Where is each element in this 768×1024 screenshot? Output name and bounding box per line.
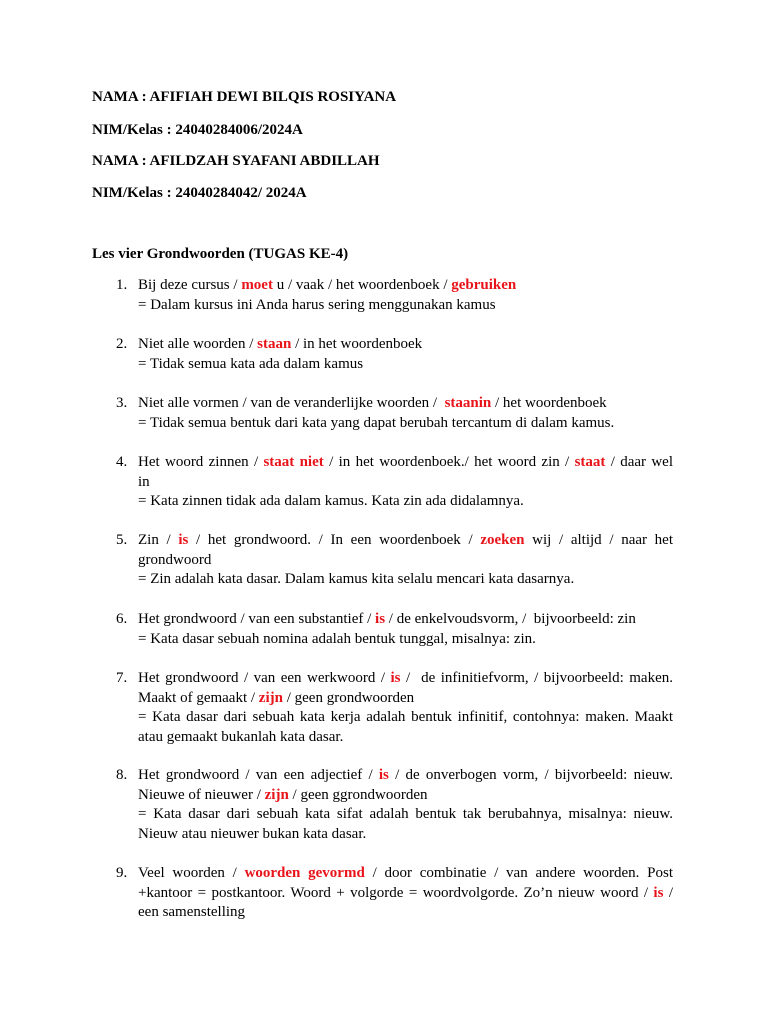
highlighted-verb: zijn (264, 786, 289, 803)
item-number: 4. (116, 454, 128, 470)
list-item-3 (116, 394, 673, 433)
item-number: 3. (116, 395, 128, 411)
list-item-4 (116, 453, 673, 512)
translation: = Dalam kursus ini Anda harus sering menggunakan kamus (138, 296, 496, 313)
translation: = Tidak semua kata ada dalam kamus (138, 355, 364, 372)
translation: = Kata dasar dari sebuah kata kerja adalah bentuk infinitif, contohnya: maken. Maakt (138, 709, 673, 726)
highlighted-verb: staat (574, 454, 606, 470)
dutch-sentence: Veel woorden / woorden gevormd / door combinatie / van andere woorden. Post (138, 865, 673, 881)
dutch-sentence-continued: +kantoor = postkantoor. Woord + volgorde = woordvolgorde. Zo’n nieuw woord / is / (138, 884, 673, 901)
list-item-7 (116, 669, 673, 747)
highlighted-verb: is (390, 670, 401, 686)
highlighted-verb: staanin (444, 395, 492, 411)
dutch-sentence: Niet alle woorden / staan / in het woordenboek (138, 336, 423, 352)
dutch-sentence: Het grondwoord / van een substantief / is / de enkelvoudsvorm, / bijvoorbeeld: zin (138, 611, 636, 627)
translation: = Tidak semua bentuk dari kata yang dapat berubah tercantum di dalam kamus. (138, 414, 615, 431)
dutch-sentence-continued: een samenstelling (138, 904, 246, 921)
highlighted-verb: is (375, 611, 386, 627)
list-item-1 (116, 276, 673, 315)
translation: = Kata dasar dari sebuah kata sifat adalah bentuk tak berubahnya, misalnya: nieuw. (138, 806, 673, 823)
item-number: 9. (116, 865, 128, 881)
item-number: 6. (116, 611, 128, 627)
item-number: 5. (116, 532, 128, 548)
dutch-sentence: Het grondwoord / van een werkwoord / is / de infinitiefvorm, / bijvoorbeeld: maken. (138, 670, 673, 686)
highlighted-verb: is (378, 767, 389, 783)
translation-continued: atau gemaakt bukanlah kata dasar. (138, 728, 344, 745)
highlighted-verb: woorden gevormd (244, 865, 365, 881)
item-number: 1. (116, 277, 128, 293)
highlighted-verb: gebruiken (451, 277, 517, 293)
assignment-title: Les vier Grondwoorden (TUGAS KE-4) (92, 246, 349, 262)
list-item-6 (116, 610, 673, 649)
dutch-sentence: Het grondwoord / van een adjectief / is / de onverbogen vorm, / bijvorbeeld: nieuw. (138, 767, 673, 783)
highlighted-verb: zoeken (480, 532, 525, 548)
item-number: 8. (116, 767, 128, 783)
dutch-sentence: Niet alle vormen / van de veranderlijke woorden / staanin / het woordenboek (138, 395, 607, 411)
student-name-2: NAMA : AFILDZAH SYAFANI ABDILLAH (92, 153, 380, 169)
dutch-sentence: Zin / is / het grondwoord. / In een woordenboek / zoeken wij / altijd / naar het (138, 532, 674, 548)
list-item-5 (116, 531, 673, 590)
list-item-2 (116, 335, 673, 374)
highlighted-verb: staat niet (263, 454, 324, 470)
dutch-sentence: Het woord zinnen / staat niet / in het woordenboek./ het woord zin / staat / daar wel (138, 454, 673, 470)
student-nim-1: NIM/Kelas : 24040284006/2024A (92, 122, 303, 138)
dutch-sentence-continued: in (138, 473, 150, 490)
dutch-sentence-continued: Nieuwe of nieuwer / zijn / geen ggrondwoorden (138, 786, 428, 803)
translation: = Kata dasar sebuah nomina adalah bentuk tunggal, misalnya: zin. (138, 630, 536, 647)
dutch-sentence-continued: Maakt of gemaakt / zijn / geen grondwoorden (138, 689, 415, 706)
dutch-sentence: Bij deze cursus / moet u / vaak / het woordenboek / gebruiken (138, 277, 517, 293)
student-name-1: NAMA : AFIFIAH DEWI BILQIS ROSIYANA (92, 89, 397, 105)
translation-continued: Nieuw atau nieuwer bukan kata dasar. (138, 825, 367, 842)
highlighted-verb: is (178, 532, 189, 548)
item-number: 7. (116, 670, 128, 686)
highlighted-verb: is (653, 884, 664, 901)
list-item-9 (116, 864, 673, 923)
student-nim-2: NIM/Kelas : 24040284042/ 2024A (92, 185, 307, 201)
item-number: 2. (116, 336, 128, 352)
translation: = Zin adalah kata dasar. Dalam kamus kita selalu mencari kata dasarnya. (138, 571, 575, 588)
highlighted-verb: staan (257, 336, 292, 352)
highlighted-verb: zijn (258, 689, 283, 706)
translation: = Kata zinnen tidak ada dalam kamus. Kata zin ada didalamnya. (138, 493, 524, 510)
list-item-8 (116, 766, 673, 844)
highlighted-verb: moet (241, 277, 273, 293)
dutch-sentence-continued: grondwoord (138, 551, 212, 568)
